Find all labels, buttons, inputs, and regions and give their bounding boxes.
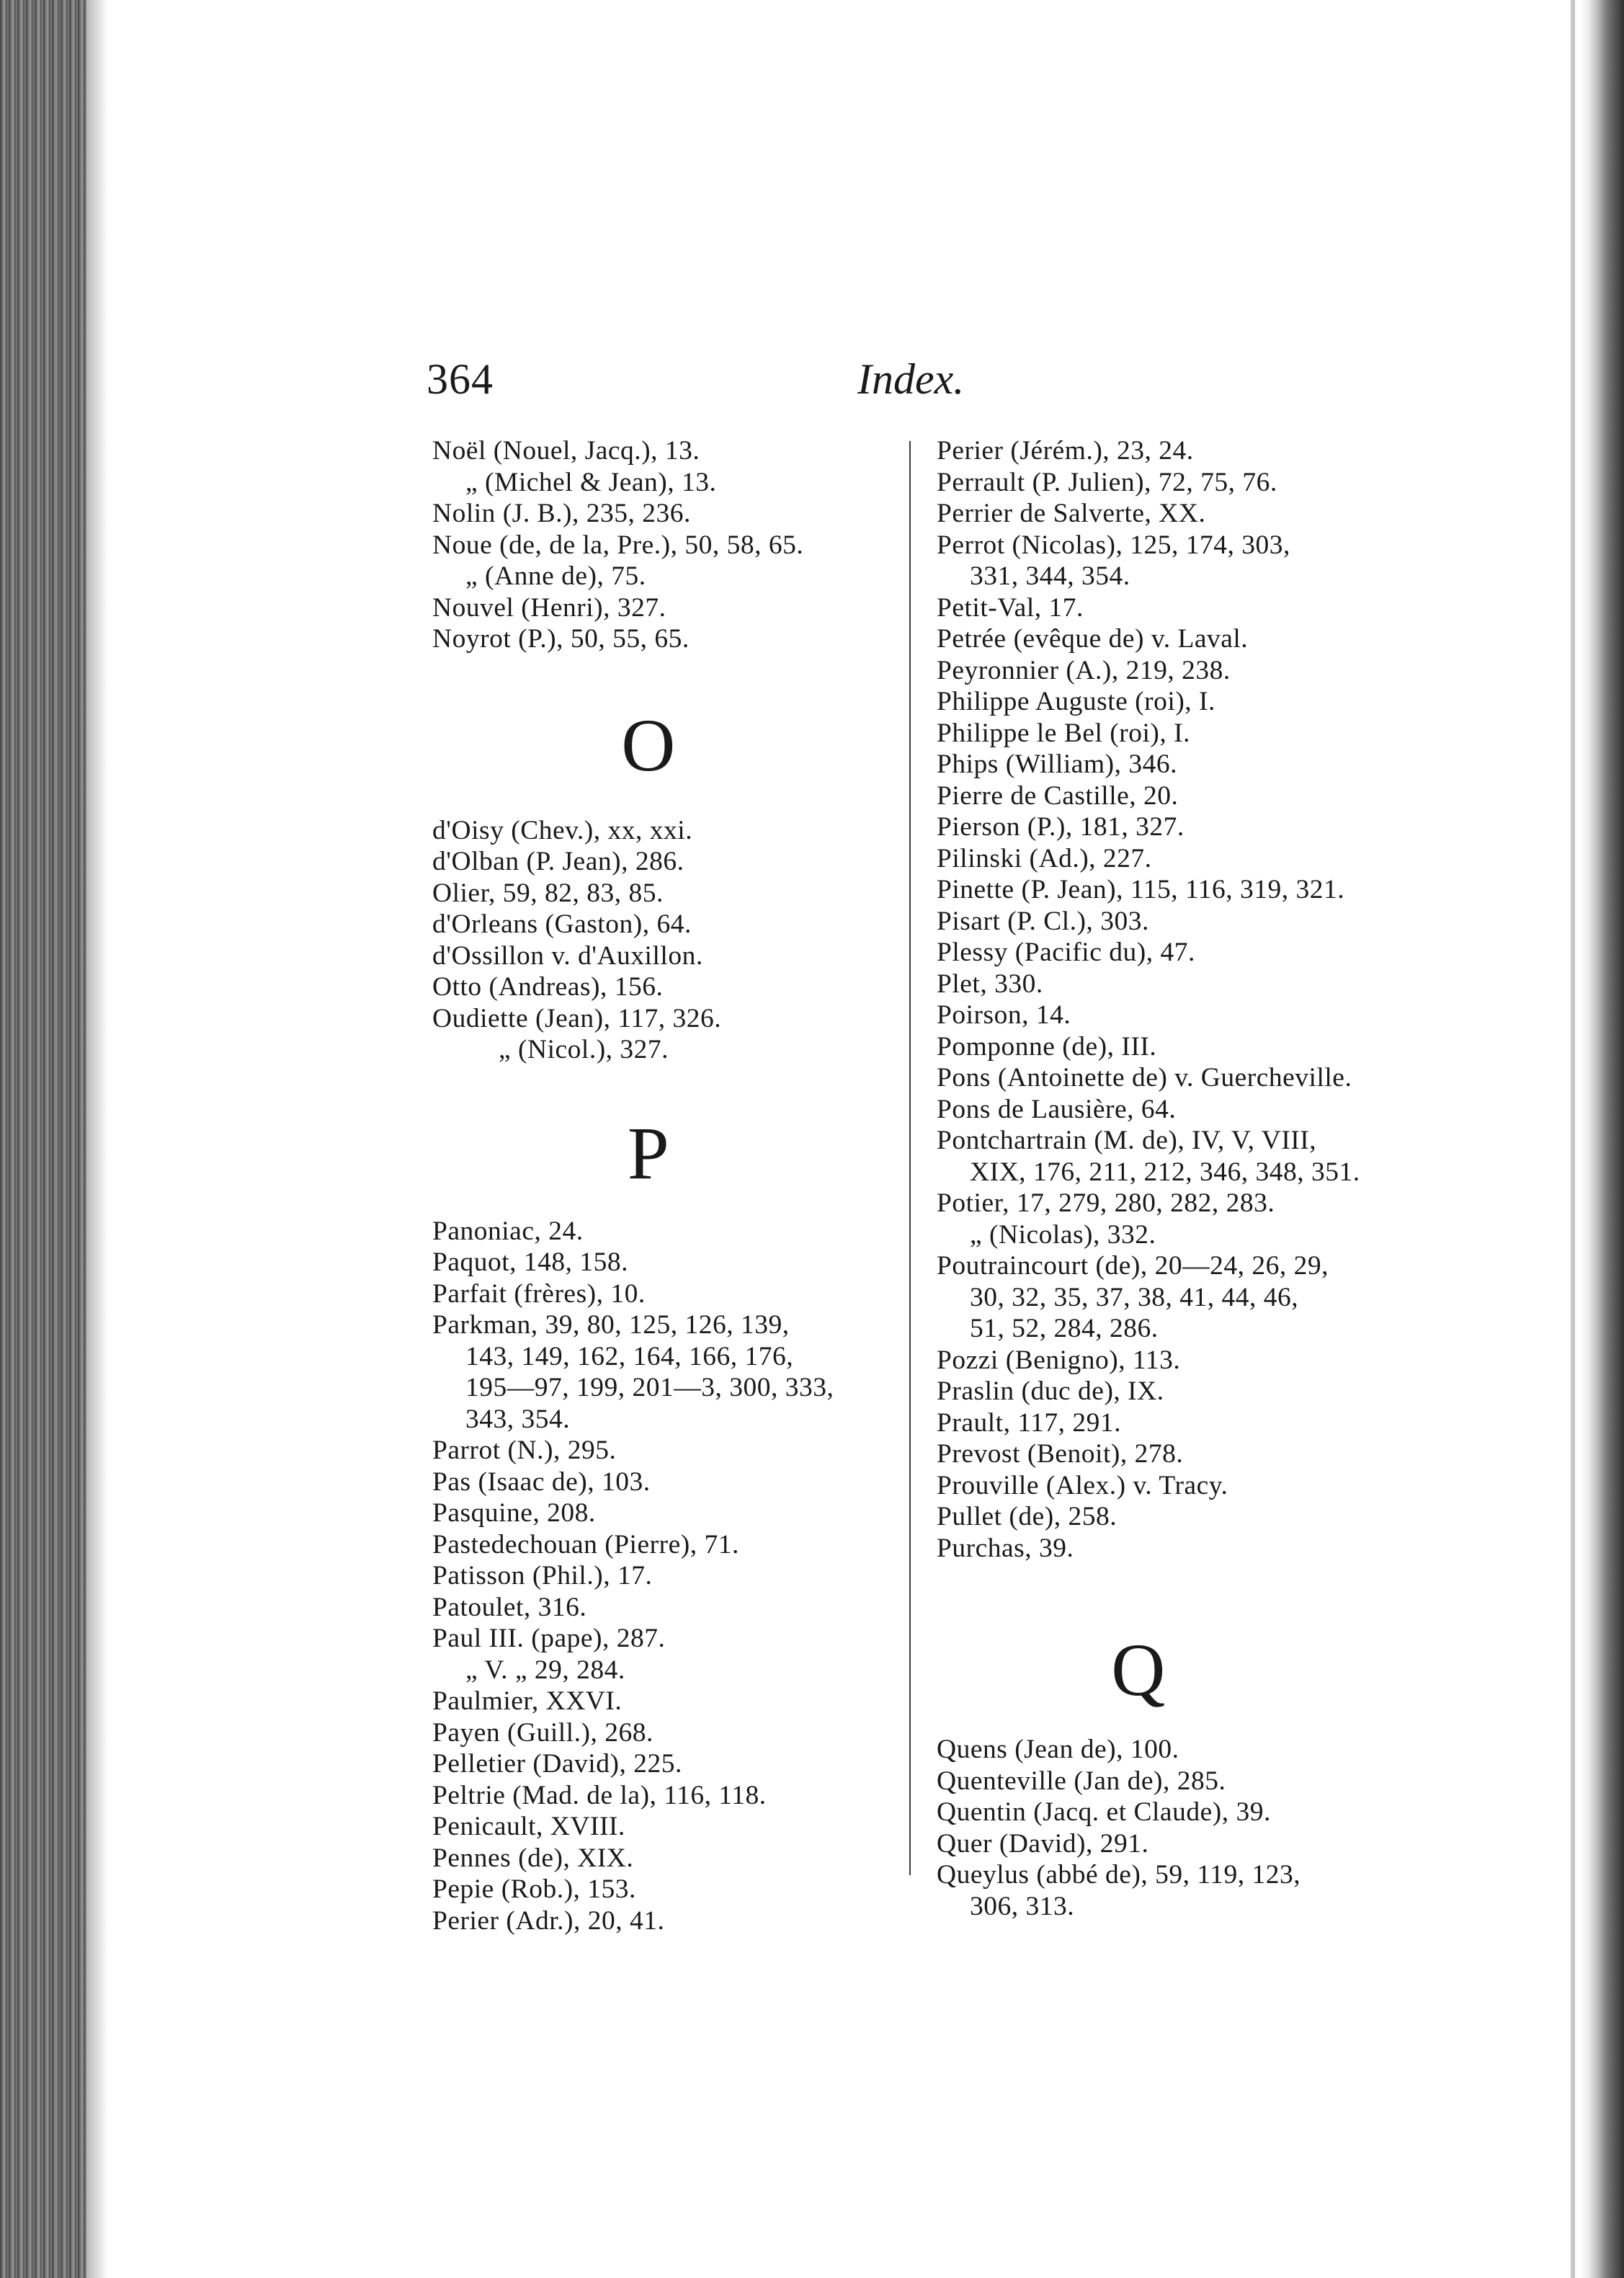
page-number: 364 <box>427 355 494 403</box>
section-letter-p: P <box>627 1111 670 1195</box>
index-entry: Pisart (P. Cl.), 303. <box>937 906 1149 936</box>
index-entry: Quer (David), 291. <box>937 1828 1149 1859</box>
section-letter-o: O <box>621 703 676 787</box>
index-entry: Pelletier (David), 225. <box>432 1749 682 1779</box>
index-entry: d'Orleans (Gaston), 64. <box>432 909 692 939</box>
index-entry: Pennes (de), XIX. <box>432 1843 634 1873</box>
index-entry: „ (Anne de), 75. <box>465 561 646 591</box>
index-entry-continuation: 343, 354. <box>465 1404 571 1434</box>
index-entry: Nolin (J. B.), 235, 236. <box>432 499 691 528</box>
index-entry: Plet, 330. <box>937 969 1043 999</box>
index-column-right <box>937 435 1427 1922</box>
index-entry: Olier, 59, 82, 83, 85. <box>432 878 664 908</box>
index-entry-continuation: 30, 32, 35, 37, 38, 41, 44, 46, <box>970 1282 1299 1312</box>
index-entry: d'Oisy (Chev.), xx, xxi. <box>432 815 693 845</box>
index-entry: d'Ossillon v. d'Auxillon. <box>432 940 703 971</box>
index-entry: Pomponne (de), III. <box>937 1031 1157 1062</box>
index-entry: „ (Michel & Jean), 13. <box>465 467 717 497</box>
index-entry: Noue (de, de la, Pre.), 50, 58, 65. <box>432 530 804 560</box>
index-entry: Prouville (Alex.) v. Tracy. <box>937 1470 1228 1500</box>
book-edge-right <box>1581 0 1624 2278</box>
index-entry: Petit-Val, 17. <box>937 592 1084 623</box>
index-entry: Poirson, 14. <box>937 1000 1071 1030</box>
index-entry: Purchas, 39. <box>937 1533 1074 1563</box>
index-entry: Patoulet, 316. <box>432 1592 587 1622</box>
index-entry: Paulmier, XXVI. <box>432 1686 623 1716</box>
index-entry: Penicault, XVIII. <box>432 1812 625 1841</box>
index-entry: Pons de Lausière, 64. <box>937 1094 1177 1124</box>
index-entry: Queylus (abbé de), 59, 119, 123, <box>937 1860 1301 1890</box>
index-entry: Pierre de Castille, 20. <box>937 780 1179 811</box>
index-entry-continuation: 331, 344, 354. <box>970 561 1130 591</box>
index-entry-continuation: 306, 313. <box>970 1891 1075 1921</box>
index-entry: Pontchartrain (M. de), IV, V, VIII, <box>937 1126 1317 1155</box>
index-entry: Patisson (Phil.), 17. <box>432 1561 653 1590</box>
index-entry: Philippe le Bel (roi), I. <box>937 718 1191 748</box>
index-entry: Pilinski (Ad.), 227. <box>937 843 1152 873</box>
index-entry: Perier (Adr.), 20, 41. <box>432 1905 665 1936</box>
index-entry-continuation: 51, 52, 284, 286. <box>970 1314 1159 1343</box>
index-entry: Potier, 17, 279, 280, 282, 283. <box>937 1188 1275 1218</box>
index-entry-continuation: 195—97, 199, 201—3, 300, 333, <box>465 1373 834 1402</box>
index-entry: Nouvel (Henri), 327. <box>432 592 666 623</box>
index-entry: Payen (Guill.), 268. <box>432 1717 653 1748</box>
index-entry: Praslin (duc de), IX. <box>937 1376 1164 1406</box>
index-entry: Parrot (N.), 295. <box>432 1436 617 1465</box>
index-entry: Quens (Jean de), 100. <box>937 1735 1179 1764</box>
index-entry: Prevost (Benoit), 278. <box>937 1439 1184 1469</box>
index-entry: Oudiette (Jean), 117, 326. <box>432 1003 722 1033</box>
index-entry: Perier (Jérém.), 23, 24. <box>937 436 1194 466</box>
index-entry: Panoniac, 24. <box>432 1216 584 1246</box>
book-fore-edge-left <box>0 0 86 2278</box>
index-entry: Philippe Auguste (roi), I. <box>937 687 1215 716</box>
index-column-left <box>432 435 893 1936</box>
index-entry: Petrée (evêque de) v. Laval. <box>937 624 1249 654</box>
page-title: Index. <box>857 355 965 403</box>
index-entry-continuation: 143, 149, 162, 164, 166, 176, <box>465 1341 794 1371</box>
index-entry: Perrot (Nicolas), 125, 174, 303, <box>937 530 1290 560</box>
index-entry: Prault, 117, 291. <box>937 1407 1122 1438</box>
index-entry: Perrier de Salverte, XX. <box>937 499 1206 528</box>
index-entry: Plessy (Pacific du), 47. <box>937 938 1195 967</box>
index-entry: „ V. „ 29, 284. <box>465 1655 625 1685</box>
index-entry: Perrault (P. Julien), 72, 75, 76. <box>937 467 1277 497</box>
index-entry: Peyronnier (A.), 219, 238. <box>937 655 1231 685</box>
section-letter-q: Q <box>1111 1629 1166 1712</box>
index-entry: Pozzi (Benigno), 113. <box>937 1345 1181 1375</box>
index-entry: Pepie (Rob.), 153. <box>432 1874 636 1904</box>
index-entry: Otto (Andreas), 156. <box>432 972 664 1002</box>
index-entry-continuation: XIX, 176, 211, 212, 346, 348, 351. <box>970 1157 1360 1187</box>
index-entry: d'Olban (P. Jean), 286. <box>432 847 684 876</box>
index-entry: Pasquine, 208. <box>432 1498 596 1528</box>
index-entry: Phips (William), 346. <box>937 749 1177 779</box>
index-entry: „ (Nicol.), 327. <box>499 1035 669 1064</box>
column-divider <box>909 441 911 1875</box>
index-entry: Quenteville (Jan de), 285. <box>937 1766 1226 1796</box>
index-entry: Pons (Antoinette de) v. Guercheville. <box>937 1063 1352 1093</box>
index-entry: Paul III. (pape), 287. <box>432 1624 666 1653</box>
index-entry: Pastedechouan (Pierre), 71. <box>432 1529 739 1560</box>
index-entry: Pas (Isaac de), 103. <box>432 1467 651 1497</box>
index-entry: Pierson (P.), 181, 327. <box>937 812 1184 842</box>
index-entry: Parfait (frères), 10. <box>432 1278 646 1309</box>
index-entry: Pinette (P. Jean), 115, 116, 319, 321. <box>937 875 1345 904</box>
index-entry: „ (Nicolas), 332. <box>970 1219 1156 1250</box>
index-entry: Noyrot (P.), 50, 55, 65. <box>432 624 690 654</box>
index-entry: Pullet (de), 258. <box>937 1502 1117 1531</box>
index-entry: Noël (Nouel, Jacq.), 13. <box>432 436 700 466</box>
index-entry: Quentin (Jacq. et Claude), 39. <box>937 1797 1271 1827</box>
index-entry: Poutraincourt (de), 20—24, 26, 29, <box>937 1251 1329 1281</box>
index-entry: Paquot, 148, 158. <box>432 1247 629 1277</box>
index-entry: Peltrie (Mad. de la), 116, 118. <box>432 1780 767 1810</box>
index-entry: Parkman, 39, 80, 125, 126, 139, <box>432 1310 790 1340</box>
